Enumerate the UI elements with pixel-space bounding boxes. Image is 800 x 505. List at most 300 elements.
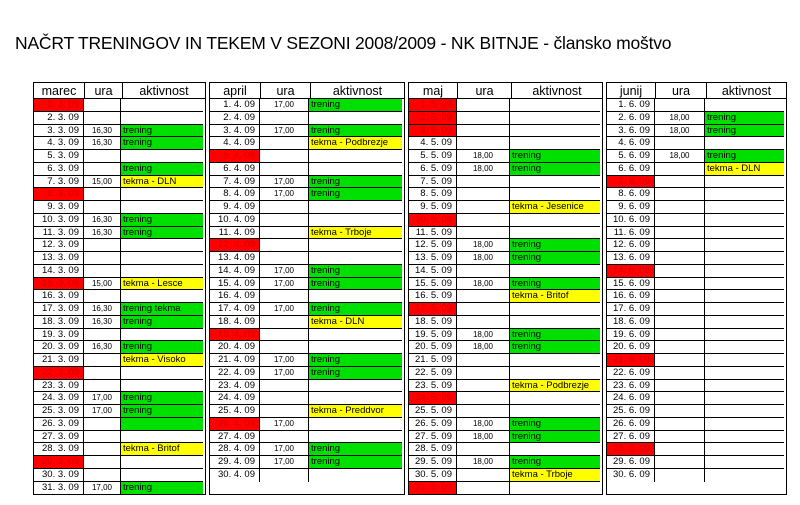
time-cell: 18,00 bbox=[457, 239, 510, 252]
table-row bbox=[34, 265, 205, 278]
table-row bbox=[34, 431, 205, 444]
table-row bbox=[34, 176, 205, 189]
activity-cell bbox=[121, 367, 203, 380]
date-cell: 30. 3. 09 bbox=[34, 469, 84, 482]
table-row bbox=[34, 443, 205, 456]
table-row bbox=[210, 329, 404, 342]
time-cell: 15,00 bbox=[84, 278, 121, 291]
table-row bbox=[409, 456, 602, 469]
activity-cell: tekma - Lesce bbox=[121, 278, 203, 291]
activity-cell: tekma - DLN bbox=[309, 316, 402, 329]
table-row bbox=[34, 482, 205, 495]
table-row bbox=[34, 367, 205, 380]
table-row bbox=[409, 112, 602, 125]
time-cell bbox=[84, 329, 121, 342]
table-row bbox=[409, 354, 602, 367]
date-cell: 9. 5. 09 bbox=[409, 201, 457, 214]
table-row bbox=[34, 188, 205, 201]
activity-cell bbox=[705, 99, 784, 112]
date-cell: 3. 4. 09 bbox=[210, 125, 260, 138]
time-cell bbox=[655, 252, 705, 265]
date-cell: 5. 5. 09 bbox=[409, 150, 457, 163]
time-cell bbox=[457, 188, 510, 201]
table-row bbox=[607, 392, 786, 405]
table-row bbox=[210, 150, 404, 163]
date-cell: 31. 5. 09 bbox=[409, 482, 457, 495]
activity-cell: tekma - Britof bbox=[121, 443, 203, 456]
time-cell bbox=[84, 469, 121, 482]
activity-cell: trening bbox=[309, 367, 402, 380]
table-row bbox=[607, 329, 786, 342]
date-cell: 17. 4. 09 bbox=[210, 303, 260, 316]
activity-cell bbox=[705, 265, 784, 278]
time-cell bbox=[457, 443, 510, 456]
month-table-marec bbox=[33, 82, 206, 495]
time-cell: 18,00 bbox=[457, 150, 510, 163]
date-cell: 9. 4. 09 bbox=[210, 201, 260, 214]
date-cell: 18. 3. 09 bbox=[34, 316, 84, 329]
date-cell: 24. 4. 09 bbox=[210, 392, 260, 405]
activity-cell bbox=[121, 469, 203, 482]
date-cell: 11. 3. 09 bbox=[34, 227, 84, 240]
activity-cell bbox=[510, 137, 600, 150]
date-cell: 10. 3. 09 bbox=[34, 214, 84, 227]
activity-cell: trening bbox=[309, 456, 402, 469]
date-cell: 20. 5. 09 bbox=[409, 341, 457, 354]
time-cell bbox=[84, 99, 121, 112]
time-cell: 17,00 bbox=[260, 354, 309, 367]
activity-cell bbox=[705, 443, 784, 456]
table-row bbox=[607, 112, 786, 125]
time-cell bbox=[84, 443, 121, 456]
activity-cell bbox=[510, 303, 600, 316]
table-row bbox=[409, 239, 602, 252]
table-row bbox=[34, 125, 205, 138]
activity-cell: trening bbox=[510, 418, 600, 431]
activity-cell bbox=[510, 392, 600, 405]
date-cell: 11. 4. 09 bbox=[210, 227, 260, 240]
table-row bbox=[210, 405, 404, 418]
time-cell bbox=[457, 469, 510, 482]
time-cell bbox=[457, 137, 510, 150]
time-cell bbox=[655, 278, 705, 291]
time-cell bbox=[655, 176, 705, 189]
table-row bbox=[34, 405, 205, 418]
date-cell: 7. 6. 09 bbox=[607, 176, 655, 189]
time-cell bbox=[457, 316, 510, 329]
time-cell bbox=[260, 341, 309, 354]
date-cell: 17. 3. 09 bbox=[34, 303, 84, 316]
table-row bbox=[34, 137, 205, 150]
table-row bbox=[210, 431, 404, 444]
activity-cell bbox=[705, 214, 784, 227]
month-name: junij bbox=[607, 83, 656, 98]
time-cell: 15,00 bbox=[84, 176, 121, 189]
time-cell bbox=[84, 265, 121, 278]
table-row bbox=[210, 290, 404, 303]
activity-cell bbox=[121, 418, 203, 431]
activity-cell bbox=[121, 99, 203, 112]
activity-cell bbox=[510, 265, 600, 278]
time-cell bbox=[457, 482, 510, 495]
time-cell bbox=[655, 265, 705, 278]
date-cell: 8. 3. 09 bbox=[34, 188, 84, 201]
table-row bbox=[210, 188, 404, 201]
date-cell: 6. 5. 09 bbox=[409, 163, 457, 176]
time-cell: 17,00 bbox=[260, 176, 309, 189]
time-cell bbox=[84, 354, 121, 367]
table-row bbox=[409, 482, 602, 495]
date-cell: 28. 6. 09 bbox=[607, 443, 655, 456]
time-cell bbox=[655, 341, 705, 354]
date-cell: 2. 3. 09 bbox=[34, 112, 84, 125]
date-cell: 21. 6. 09 bbox=[607, 354, 655, 367]
aktivnost-header: aktivnost bbox=[721, 83, 772, 98]
activity-cell: tekma - Britof bbox=[510, 290, 600, 303]
date-cell: 14. 6. 09 bbox=[607, 265, 655, 278]
activity-cell: tekma - DLN bbox=[121, 176, 203, 189]
date-cell: 9. 6. 09 bbox=[607, 201, 655, 214]
activity-cell bbox=[705, 392, 784, 405]
date-cell: 9. 3. 09 bbox=[34, 201, 84, 214]
activity-cell: trening bbox=[309, 99, 402, 112]
table-row bbox=[607, 303, 786, 316]
time-cell bbox=[655, 443, 705, 456]
activity-cell: tekma - Trboje bbox=[510, 469, 600, 482]
date-cell: 13. 6. 09 bbox=[607, 252, 655, 265]
time-cell bbox=[457, 303, 510, 316]
activity-cell bbox=[705, 239, 784, 252]
time-cell bbox=[457, 290, 510, 303]
date-cell: 15. 5. 09 bbox=[409, 278, 457, 291]
date-cell: 13. 5. 09 bbox=[409, 252, 457, 265]
time-cell: 16,30 bbox=[84, 341, 121, 354]
activity-cell bbox=[510, 367, 600, 380]
date-cell: 2. 5. 09 bbox=[409, 112, 457, 125]
month-table-maj bbox=[408, 82, 603, 495]
month-header bbox=[607, 83, 786, 99]
time-cell: 18,00 bbox=[457, 341, 510, 354]
time-cell: 17,00 bbox=[260, 456, 309, 469]
time-cell bbox=[457, 405, 510, 418]
date-cell: 19. 6. 09 bbox=[607, 329, 655, 342]
activity-cell bbox=[705, 354, 784, 367]
time-cell bbox=[457, 265, 510, 278]
date-cell: 12. 6. 09 bbox=[607, 239, 655, 252]
activity-cell bbox=[705, 431, 784, 444]
date-cell: 27. 4. 09 bbox=[210, 431, 260, 444]
table-row bbox=[210, 265, 404, 278]
time-cell bbox=[655, 214, 705, 227]
table-row bbox=[210, 418, 404, 431]
table-row bbox=[210, 163, 404, 176]
activity-cell bbox=[705, 252, 784, 265]
time-cell bbox=[457, 367, 510, 380]
time-cell bbox=[655, 290, 705, 303]
table-row bbox=[34, 469, 205, 482]
activity-cell bbox=[309, 392, 402, 405]
table-row bbox=[34, 380, 205, 393]
date-cell: 1. 4. 09 bbox=[210, 99, 260, 112]
activity-cell: trening bbox=[510, 456, 600, 469]
page-title: NAČRT TRENINGOV IN TEKEM V SEZONI 2008/2009 - NK BITNJE - člansko moštvo bbox=[15, 33, 672, 53]
activity-cell bbox=[705, 469, 784, 482]
table-row bbox=[210, 112, 404, 125]
date-cell: 28. 4. 09 bbox=[210, 443, 260, 456]
activity-cell: trening bbox=[510, 150, 600, 163]
time-cell bbox=[655, 367, 705, 380]
time-cell bbox=[655, 431, 705, 444]
time-cell: 17,00 bbox=[260, 188, 309, 201]
date-cell: 21. 3. 09 bbox=[34, 354, 84, 367]
time-cell bbox=[457, 380, 510, 393]
table-row bbox=[607, 188, 786, 201]
date-cell: 30. 5. 09 bbox=[409, 469, 457, 482]
activity-cell bbox=[309, 214, 402, 227]
activity-cell bbox=[510, 227, 600, 240]
table-row bbox=[34, 303, 205, 316]
month-header bbox=[409, 83, 602, 99]
table-row bbox=[34, 278, 205, 291]
time-cell: 18,00 bbox=[457, 431, 510, 444]
activity-cell: trening bbox=[510, 252, 600, 265]
table-row bbox=[210, 201, 404, 214]
time-cell bbox=[260, 290, 309, 303]
activity-cell bbox=[309, 380, 402, 393]
time-cell bbox=[655, 239, 705, 252]
time-cell bbox=[260, 163, 309, 176]
table-row bbox=[210, 456, 404, 469]
table-row bbox=[607, 354, 786, 367]
activity-cell: tekma - Visoko bbox=[121, 354, 203, 367]
date-cell: 8. 4. 09 bbox=[210, 188, 260, 201]
month-header bbox=[34, 83, 205, 99]
activity-cell: trening bbox=[309, 188, 402, 201]
table-row bbox=[210, 99, 404, 112]
date-cell: 20. 6. 09 bbox=[607, 341, 655, 354]
date-cell: 7. 4. 09 bbox=[210, 176, 260, 189]
activity-cell: trening bbox=[309, 176, 402, 189]
activity-cell: trening bbox=[705, 112, 784, 125]
table-row bbox=[34, 99, 205, 112]
time-cell: 17,00 bbox=[260, 99, 309, 112]
table-row bbox=[409, 341, 602, 354]
table-row bbox=[607, 125, 786, 138]
activity-cell bbox=[121, 252, 203, 265]
time-cell bbox=[260, 239, 309, 252]
time-cell bbox=[655, 163, 705, 176]
date-cell: 20. 4. 09 bbox=[210, 341, 260, 354]
time-cell: 17,00 bbox=[260, 125, 309, 138]
activity-cell bbox=[121, 150, 203, 163]
time-cell bbox=[655, 137, 705, 150]
date-cell: 22. 6. 09 bbox=[607, 367, 655, 380]
time-cell: 16,30 bbox=[84, 227, 121, 240]
month-name: marec bbox=[34, 83, 85, 98]
table-row bbox=[409, 214, 602, 227]
table-row bbox=[409, 392, 602, 405]
table-row bbox=[607, 265, 786, 278]
time-cell bbox=[655, 188, 705, 201]
time-cell bbox=[655, 354, 705, 367]
time-cell bbox=[84, 380, 121, 393]
date-cell: 3. 6. 09 bbox=[607, 125, 655, 138]
date-cell: 10. 5. 09 bbox=[409, 214, 457, 227]
table-row bbox=[409, 188, 602, 201]
date-cell: 24. 6. 09 bbox=[607, 392, 655, 405]
activity-cell: tekma - Podbrezje bbox=[309, 137, 402, 150]
time-cell bbox=[655, 316, 705, 329]
activity-cell bbox=[309, 163, 402, 176]
date-cell: 18. 5. 09 bbox=[409, 316, 457, 329]
date-cell: 23. 6. 09 bbox=[607, 380, 655, 393]
date-cell: 28. 5. 09 bbox=[409, 443, 457, 456]
date-cell: 29. 3. 09 bbox=[34, 456, 84, 469]
time-cell bbox=[655, 227, 705, 240]
activity-cell bbox=[705, 188, 784, 201]
time-cell bbox=[84, 367, 121, 380]
table-row bbox=[607, 176, 786, 189]
table-row bbox=[409, 265, 602, 278]
time-cell bbox=[457, 392, 510, 405]
table-row bbox=[607, 418, 786, 431]
table-row bbox=[409, 99, 602, 112]
date-cell: 19. 4. 09 bbox=[210, 329, 260, 342]
table-row bbox=[409, 290, 602, 303]
date-cell: 11. 5. 09 bbox=[409, 227, 457, 240]
date-cell: 29. 5. 09 bbox=[409, 456, 457, 469]
time-cell bbox=[84, 188, 121, 201]
date-cell: 18. 6. 09 bbox=[607, 316, 655, 329]
date-cell: 16. 3. 09 bbox=[34, 290, 84, 303]
table-row bbox=[409, 125, 602, 138]
time-cell: 18,00 bbox=[457, 418, 510, 431]
date-cell: 17. 5. 09 bbox=[409, 303, 457, 316]
time-cell bbox=[260, 112, 309, 125]
activity-cell bbox=[705, 137, 784, 150]
activity-cell: trening bbox=[121, 227, 203, 240]
activity-cell bbox=[705, 405, 784, 418]
date-cell: 14. 4. 09 bbox=[210, 265, 260, 278]
table-row bbox=[34, 456, 205, 469]
time-cell bbox=[84, 150, 121, 163]
activity-cell bbox=[121, 431, 203, 444]
activity-cell bbox=[309, 418, 402, 431]
activity-cell bbox=[121, 188, 203, 201]
date-cell: 5. 3. 09 bbox=[34, 150, 84, 163]
date-cell: 1. 6. 09 bbox=[607, 99, 655, 112]
activity-cell bbox=[510, 443, 600, 456]
time-cell bbox=[84, 431, 121, 444]
aktivnost-header: aktivnost bbox=[532, 83, 582, 98]
date-cell: 16. 5. 09 bbox=[409, 290, 457, 303]
date-cell: 28. 3. 09 bbox=[34, 443, 84, 456]
date-cell: 29. 6. 09 bbox=[607, 456, 655, 469]
date-cell: 1. 3. 09 bbox=[34, 99, 84, 112]
date-cell: 2. 6. 09 bbox=[607, 112, 655, 125]
table-row bbox=[210, 469, 404, 482]
activity-cell: trening tekma bbox=[121, 303, 203, 316]
time-cell: 18,00 bbox=[457, 252, 510, 265]
time-cell: 18,00 bbox=[655, 125, 705, 138]
activity-cell: trening bbox=[510, 341, 600, 354]
activity-cell bbox=[510, 482, 600, 495]
time-cell: 16,30 bbox=[84, 303, 121, 316]
table-row bbox=[607, 341, 786, 354]
date-cell: 2. 4. 09 bbox=[210, 112, 260, 125]
table-row bbox=[409, 252, 602, 265]
activity-cell bbox=[705, 329, 784, 342]
table-row bbox=[409, 137, 602, 150]
date-cell: 13. 4. 09 bbox=[210, 252, 260, 265]
activity-cell: trening bbox=[510, 163, 600, 176]
date-cell: 21. 4. 09 bbox=[210, 354, 260, 367]
date-cell: 22. 3. 09 bbox=[34, 367, 84, 380]
table-row bbox=[34, 201, 205, 214]
time-cell bbox=[260, 329, 309, 342]
time-cell bbox=[655, 329, 705, 342]
activity-cell: trening bbox=[309, 265, 402, 278]
time-cell bbox=[260, 392, 309, 405]
date-cell: 8. 5. 09 bbox=[409, 188, 457, 201]
table-row bbox=[210, 227, 404, 240]
date-cell: 11. 6. 09 bbox=[607, 227, 655, 240]
table-row bbox=[607, 278, 786, 291]
activity-cell bbox=[510, 176, 600, 189]
table-row bbox=[409, 303, 602, 316]
date-cell: 10. 6. 09 bbox=[607, 214, 655, 227]
date-cell: 3. 3. 09 bbox=[34, 125, 84, 138]
date-cell: 22. 4. 09 bbox=[210, 367, 260, 380]
date-cell: 26. 4. 09 bbox=[210, 418, 260, 431]
table-row bbox=[409, 405, 602, 418]
table-row bbox=[34, 392, 205, 405]
date-cell: 23. 3. 09 bbox=[34, 380, 84, 393]
time-cell bbox=[260, 431, 309, 444]
date-cell: 19. 5. 09 bbox=[409, 329, 457, 342]
activity-cell bbox=[121, 239, 203, 252]
table-row bbox=[409, 163, 602, 176]
activity-cell: trening bbox=[705, 150, 784, 163]
table-row bbox=[34, 214, 205, 227]
month-name: april bbox=[210, 83, 261, 98]
date-cell: 25. 3. 09 bbox=[34, 405, 84, 418]
activity-cell bbox=[309, 329, 402, 342]
activity-cell bbox=[705, 367, 784, 380]
table-row bbox=[34, 290, 205, 303]
activity-cell bbox=[309, 290, 402, 303]
activity-cell bbox=[705, 456, 784, 469]
date-cell: 29. 4. 09 bbox=[210, 456, 260, 469]
table-row bbox=[210, 252, 404, 265]
activity-cell: trening bbox=[309, 354, 402, 367]
activity-cell bbox=[121, 456, 203, 469]
date-cell: 22. 5. 09 bbox=[409, 367, 457, 380]
activity-cell: tekma - Jesenice bbox=[510, 201, 600, 214]
date-cell: 8. 6. 09 bbox=[607, 188, 655, 201]
date-cell: 27. 3. 09 bbox=[34, 431, 84, 444]
table-row bbox=[34, 150, 205, 163]
table-row bbox=[409, 443, 602, 456]
table-row bbox=[409, 431, 602, 444]
date-cell: 27. 6. 09 bbox=[607, 431, 655, 444]
activity-cell: trening bbox=[510, 278, 600, 291]
table-row bbox=[34, 316, 205, 329]
time-cell bbox=[84, 418, 121, 431]
activity-cell bbox=[121, 201, 203, 214]
table-row bbox=[607, 380, 786, 393]
activity-cell bbox=[309, 469, 402, 482]
